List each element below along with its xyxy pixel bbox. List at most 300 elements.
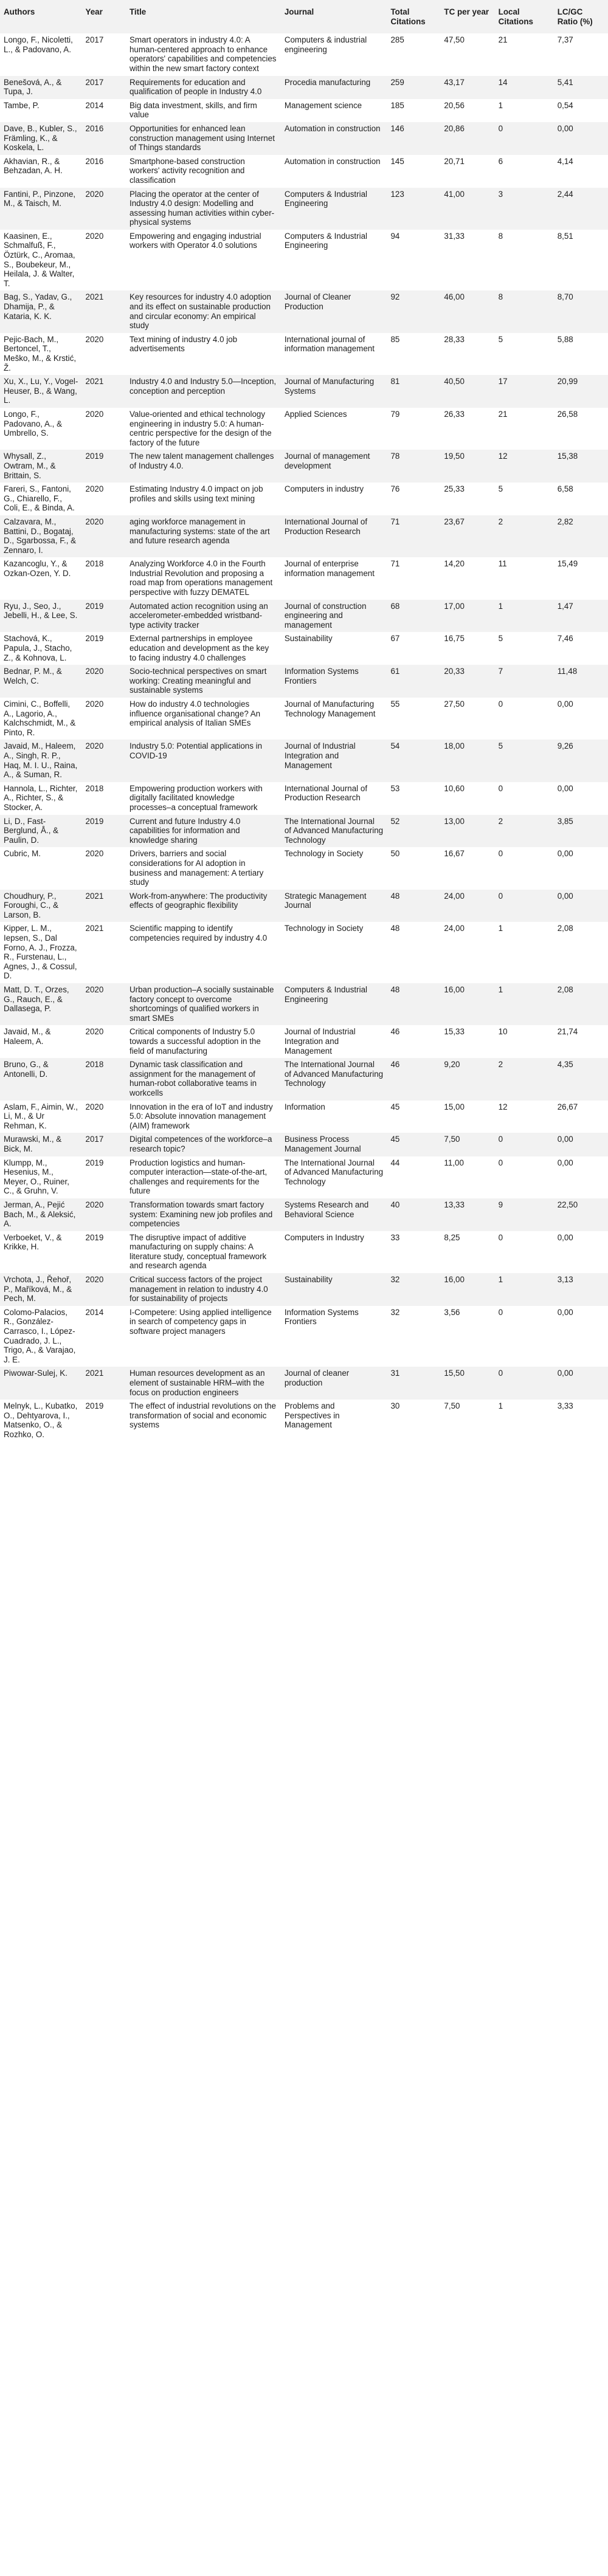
cell-year: 2018 — [85, 783, 104, 793]
cell-local-citations: 8 — [498, 292, 503, 302]
cell-year: 2020 — [85, 231, 104, 241]
cell-local-citations: 0 — [498, 1369, 503, 1378]
cell-tc-per-year: 9,20 — [444, 1060, 460, 1070]
cell-title: Dynamic task classification and assignment for the management of human-robot collaborative teams in workcells — [129, 1060, 257, 1097]
cell-total-citations: 94 — [390, 231, 400, 241]
cell-journal: Computers in industry — [284, 484, 364, 494]
cell-year: 2021 — [85, 292, 104, 302]
cell-local-citations: 2 — [498, 517, 503, 526]
header-year: Year — [85, 7, 103, 16]
cell-local-citations: 0 — [498, 1232, 503, 1242]
table-body — [0, 33, 608, 1441]
cell-year: 2016 — [85, 123, 104, 133]
cell-authors: Stachová, K., Papula, J., Stacho, Z., & Kohnova, L. — [4, 634, 72, 662]
cell-title: Analyzing Workforce 4.0 in the Fourth Industrial Revolution and proposing a road map from operations management perspective with fuzzy DEMATEL — [129, 559, 273, 597]
cell-authors: Dave, B., Kubler, S., Främling, K., & Koskela, L. — [4, 123, 77, 153]
cell-local-citations: 2 — [498, 816, 503, 826]
cell-local-citations: 2 — [498, 1060, 503, 1070]
cell-lc-gc-ratio: 4,14 — [557, 156, 573, 166]
cell-authors: Hannola, L., Richter, A., Richter, S., & Stocker, A. — [4, 783, 78, 812]
cell-total-citations: 67 — [390, 634, 400, 644]
cell-title: Socio-technical perspectives on smart working: Creating meaningful and sustainable systems — [129, 667, 267, 695]
cell-title: Opportunities for enhanced lean construction management using Internet of Things standards — [129, 123, 275, 153]
cell-title: Big data investment, skills, and firm value — [129, 100, 257, 120]
table-row — [0, 1306, 608, 1367]
cell-total-citations: 53 — [390, 783, 400, 793]
cell-local-citations: 14 — [498, 77, 508, 87]
cell-local-citations: 21 — [498, 35, 508, 45]
table-row — [0, 1133, 608, 1156]
cell-tc-per-year: 15,00 — [444, 1102, 465, 1111]
cell-total-citations: 52 — [390, 816, 400, 826]
cell-local-citations: 5 — [498, 334, 503, 344]
cell-title: Innovation in the era of IoT and industry 5.0: Absolute innovation management (AIM) framework — [129, 1102, 273, 1130]
cell-journal: The International Journal of Advanced Manufacturing Technology — [284, 1158, 384, 1186]
cell-total-citations: 85 — [390, 334, 400, 344]
cell-lc-gc-ratio: 3,33 — [557, 1401, 573, 1411]
cell-authors: Fareri, S., Fantoni, G., Chiarello, F., Coli, E., & Binda, A. — [4, 484, 75, 513]
cell-year: 2021 — [85, 924, 104, 933]
cell-authors: Ryu, J., Seo, J., Jebelli, H., & Lee, S. — [4, 601, 78, 620]
table-row — [0, 557, 608, 599]
table-row — [0, 76, 608, 99]
cell-lc-gc-ratio: 0,00 — [557, 1369, 573, 1378]
cell-year: 2020 — [85, 409, 104, 419]
cell-authors: Jerman, A., Pejić Bach, M., & Aleksić, A. — [4, 1200, 76, 1229]
table-row — [0, 155, 608, 188]
table-row — [0, 1101, 608, 1133]
cell-tc-per-year: 23,67 — [444, 517, 465, 526]
cell-tc-per-year: 20,33 — [444, 667, 465, 676]
cell-title: Drivers, barriers and social considerations for AI adoption in business and management: A tertiary study — [129, 849, 264, 887]
cell-year: 2019 — [85, 634, 104, 644]
cell-journal: Sustainability — [284, 634, 333, 644]
header-authors: Authors — [4, 7, 35, 16]
cell-local-citations: 10 — [498, 1027, 508, 1037]
table-row — [0, 230, 608, 291]
cell-tc-per-year: 3,56 — [444, 1307, 460, 1317]
cell-total-citations: 259 — [390, 77, 404, 87]
table-row — [0, 1273, 608, 1306]
cell-title: Text mining of industry 4.0 job advertisements — [129, 334, 238, 354]
cell-journal: The International Journal of Advanced Manufacturing Technology — [284, 1060, 384, 1088]
cell-authors: Bruno, G., & Antonelli, D. — [4, 1060, 49, 1079]
cell-journal: Journal of enterprise information management — [284, 559, 375, 578]
cell-authors: Verboeket, V., & Krikke, H. — [4, 1232, 62, 1252]
cell-lc-gc-ratio: 0,00 — [557, 1135, 573, 1144]
cell-lc-gc-ratio: 0,00 — [557, 783, 573, 793]
cell-tc-per-year: 13,33 — [444, 1200, 465, 1209]
cell-total-citations: 46 — [390, 1027, 400, 1037]
cell-journal: Computers & industrial engineering — [284, 35, 367, 54]
cell-local-citations: 0 — [498, 1307, 503, 1317]
cell-total-citations: 92 — [390, 292, 400, 302]
cell-year: 2020 — [85, 1102, 104, 1111]
cell-lc-gc-ratio: 8,51 — [557, 231, 573, 241]
cell-title: Industry 5.0: Potential applications in COVID-19 — [129, 741, 263, 760]
cell-total-citations: 31 — [390, 1369, 400, 1378]
cell-journal: The International Journal of Advanced Manufacturing Technology — [284, 816, 384, 845]
cell-authors: Akhavian, R., & Behzadan, A. H. — [4, 156, 63, 176]
cell-tc-per-year: 28,33 — [444, 334, 465, 344]
cell-local-citations: 17 — [498, 377, 508, 386]
cell-year: 2017 — [85, 1135, 104, 1144]
cell-title: Requirements for education and qualification of people in Industry 4.0 — [129, 77, 262, 97]
cell-journal: Technology in Society — [284, 849, 364, 859]
table-row — [0, 740, 608, 781]
cell-tc-per-year: 16,00 — [444, 1275, 465, 1285]
cell-local-citations: 0 — [498, 699, 503, 709]
cell-year: 2018 — [85, 1060, 104, 1070]
cell-lc-gc-ratio: 5,88 — [557, 334, 573, 344]
table-row — [0, 122, 608, 155]
cell-tc-per-year: 26,33 — [444, 409, 465, 419]
cell-lc-gc-ratio: 0,00 — [557, 123, 573, 133]
header-lc-gc-ratio: LC/GC Ratio (%) — [557, 7, 593, 26]
cell-journal: Computers & Industrial Engineering — [284, 985, 368, 1004]
cell-total-citations: 61 — [390, 667, 400, 676]
cell-lc-gc-ratio: 20,99 — [557, 377, 578, 386]
cell-local-citations: 5 — [498, 484, 503, 494]
cell-local-citations: 0 — [498, 783, 503, 793]
cell-local-citations: 8 — [498, 231, 503, 241]
cell-title: Production logistics and human-computer interaction—state-of-the-art, challenges and requirements for the future — [129, 1158, 268, 1196]
cell-tc-per-year: 20,86 — [444, 123, 465, 133]
cell-total-citations: 79 — [390, 409, 400, 419]
cell-lc-gc-ratio: 5,41 — [557, 77, 573, 87]
cell-lc-gc-ratio: 7,37 — [557, 35, 573, 45]
cell-title: Empowering production workers with digitally facilitated knowledge processes–a conceptual framework — [129, 783, 263, 812]
cell-title: The effect of industrial revolutions on the transformation of social and economic systems — [129, 1401, 276, 1430]
cell-year: 2020 — [85, 1027, 104, 1037]
cell-journal: Procedia manufacturing — [284, 77, 371, 87]
cell-year: 2021 — [85, 377, 104, 386]
cell-journal: Automation in construction — [284, 156, 381, 166]
cell-total-citations: 48 — [390, 891, 400, 901]
table-row — [0, 450, 608, 483]
cell-local-citations: 5 — [498, 634, 503, 644]
cell-authors: Choudhury, P., Foroughi, C., & Larson, B. — [4, 891, 59, 919]
cell-total-citations: 71 — [390, 559, 400, 569]
cell-local-citations: 1 — [498, 1401, 503, 1411]
cell-year: 2020 — [85, 484, 104, 494]
cell-year: 2017 — [85, 77, 104, 87]
cell-journal: Technology in Society — [284, 924, 364, 933]
cell-title: Industry 4.0 and Industry 5.0—Inception, conception and perception — [129, 377, 277, 396]
cell-journal: Journal of Manufacturing Systems — [284, 377, 375, 396]
cell-year: 2020 — [85, 985, 104, 995]
table-row — [0, 782, 608, 815]
cell-lc-gc-ratio: 15,49 — [557, 559, 578, 569]
cell-lc-gc-ratio: 0,00 — [557, 891, 573, 901]
cell-total-citations: 81 — [390, 377, 400, 386]
cell-local-citations: 0 — [498, 1158, 503, 1167]
cell-authors: Kaasinen, E., Schmalfuß, F., Öztürk, C., Aromaa, S., Boubekeur, M., Heilala, J. & Walter, T. — [4, 231, 75, 288]
header-journal: Journal — [284, 7, 314, 16]
cell-year: 2019 — [85, 816, 104, 826]
cell-year: 2021 — [85, 891, 104, 901]
cell-journal: Automation in construction — [284, 123, 381, 133]
cell-authors: Pejic-Bach, M., Bertoncel, T., Meško, M., & Krstić, Ž. — [4, 334, 77, 373]
cell-lc-gc-ratio: 26,58 — [557, 409, 578, 419]
cell-lc-gc-ratio: 22,50 — [557, 1200, 578, 1209]
cell-lc-gc-ratio: 15,38 — [557, 452, 578, 461]
cell-authors: Fantini, P., Pinzone, M., & Taisch, M. — [4, 189, 76, 208]
cell-total-citations: 33 — [390, 1232, 400, 1242]
cell-total-citations: 50 — [390, 849, 400, 859]
cell-local-citations: 1 — [498, 1275, 503, 1285]
table-row — [0, 1025, 608, 1058]
cell-tc-per-year: 15,33 — [444, 1027, 465, 1037]
cell-lc-gc-ratio: 6,58 — [557, 484, 573, 494]
cell-title: Human resources development as an element of sustainable HRM–with the focus on production engineers — [129, 1369, 265, 1397]
cell-year: 2016 — [85, 156, 104, 166]
cell-journal: Sustainability — [284, 1275, 333, 1285]
cell-tc-per-year: 7,50 — [444, 1401, 460, 1411]
cell-total-citations: 285 — [390, 35, 404, 45]
cell-total-citations: 185 — [390, 100, 404, 110]
cell-authors: Kipper, L. M., Iepsen, S., Dal Forno, A. J., Frozza, R., Furstenau, L., Agnes, J., & Cossul, D. — [4, 924, 77, 981]
cell-local-citations: 3 — [498, 189, 503, 199]
cell-title: Estimating Industry 4.0 impact on job profiles and skills using text mining — [129, 484, 263, 503]
cell-total-citations: 32 — [390, 1307, 400, 1317]
table-row — [0, 333, 608, 375]
cell-local-citations: 6 — [498, 156, 503, 166]
cell-journal: Applied Sciences — [284, 409, 347, 419]
cell-authors: Melnyk, L., Kubatko, O., Dehtyarova, I., Matsenko, O., & Rozhko, O. — [4, 1401, 78, 1439]
cell-total-citations: 32 — [390, 1275, 400, 1285]
cell-total-citations: 68 — [390, 601, 400, 611]
cell-tc-per-year: 13,00 — [444, 816, 465, 826]
cell-year: 2020 — [85, 189, 104, 199]
cell-local-citations: 1 — [498, 924, 503, 933]
cell-lc-gc-ratio: 9,26 — [557, 741, 573, 751]
cell-authors: Bag, S., Yadav, G., Dhamija, P., & Kataria, K. K. — [4, 292, 72, 321]
cell-journal: Management science — [284, 100, 362, 110]
cell-total-citations: 123 — [390, 189, 404, 199]
cell-tc-per-year: 17,00 — [444, 601, 465, 611]
table-row — [0, 890, 608, 922]
cell-authors: Matt, D. T., Orzes, G., Rauch, E., & Dallasega, P. — [4, 985, 69, 1014]
cell-local-citations: 12 — [498, 452, 508, 461]
cell-authors: Aslam, F., Aimin, W., Li, M., & Ur Rehman, K. — [4, 1102, 78, 1130]
cell-lc-gc-ratio: 2,44 — [557, 189, 573, 199]
cell-authors: Tambe, P. — [4, 100, 40, 110]
cell-tc-per-year: 46,00 — [444, 292, 465, 302]
cell-year: 2019 — [85, 1401, 104, 1411]
cell-authors: Javaid, M., Haleem, A., Singh, R. P., Haq, M. I. U., Raina, A., & Suman, R. — [4, 741, 78, 780]
cell-lc-gc-ratio: 0,00 — [557, 849, 573, 859]
table-row — [0, 515, 608, 557]
cell-title: Value-oriented and ethical technology engineering in industry 5.0: A human-centric perspective for the design of the factory of the future — [129, 409, 272, 447]
cell-total-citations: 30 — [390, 1401, 400, 1411]
table-row — [0, 983, 608, 1025]
cell-total-citations: 44 — [390, 1158, 400, 1167]
cell-total-citations: 45 — [390, 1135, 400, 1144]
cell-journal: Information Systems Frontiers — [284, 1307, 359, 1327]
cell-tc-per-year: 25,33 — [444, 484, 465, 494]
cell-local-citations: 9 — [498, 1200, 503, 1209]
cell-title: External partnerships in employee education and development as the key to facing industry 4.0 challenges — [129, 634, 269, 662]
cell-lc-gc-ratio: 11,48 — [557, 667, 578, 676]
cell-title: The disruptive impact of additive manufacturing on supply chains: A literature study, conceptual framework and research agenda — [129, 1232, 267, 1271]
cell-journal: International Journal of Production Research — [284, 783, 368, 803]
cell-local-citations: 7 — [498, 667, 503, 676]
cell-year: 2020 — [85, 849, 104, 859]
cell-title: Critical components of Industry 5.0 towards a successful adoption in the field of manufacturing — [129, 1027, 261, 1056]
cell-authors: Longo, F., Padovano, A., & Umbrello, S. — [4, 409, 63, 438]
cell-authors: Xu, X., Lu, Y., Vogel-Heuser, B., & Wang, L. — [4, 377, 78, 405]
table-row — [0, 922, 608, 983]
cell-authors: Piwowar-Sulej, K. — [4, 1369, 67, 1378]
table-row — [0, 1231, 608, 1273]
table-row — [0, 408, 608, 450]
cell-lc-gc-ratio: 2,08 — [557, 924, 573, 933]
cell-total-citations: 145 — [390, 156, 404, 166]
table-row — [0, 632, 608, 665]
cell-tc-per-year: 8,25 — [444, 1232, 460, 1242]
cell-journal: Computers in Industry — [284, 1232, 364, 1242]
cell-tc-per-year: 14,20 — [444, 559, 465, 569]
cell-local-citations: 1 — [498, 100, 503, 110]
cell-year: 2020 — [85, 741, 104, 751]
cell-lc-gc-ratio: 4,35 — [557, 1060, 573, 1070]
cell-year: 2014 — [85, 100, 104, 110]
cell-tc-per-year: 31,33 — [444, 231, 465, 241]
table-row — [0, 1400, 608, 1441]
cell-total-citations: 146 — [390, 123, 404, 133]
cell-year: 2020 — [85, 1200, 104, 1209]
cell-tc-per-year: 15,50 — [444, 1369, 465, 1378]
cell-title: aging workforce management in manufacturing systems: state of the art and future research agenda — [129, 517, 270, 546]
cell-local-citations: 21 — [498, 409, 508, 419]
cell-year: 2014 — [85, 1307, 104, 1317]
cell-tc-per-year: 20,56 — [444, 100, 465, 110]
cell-tc-per-year: 19,50 — [444, 452, 465, 461]
cell-total-citations: 45 — [390, 1102, 400, 1111]
cell-local-citations: 12 — [498, 1102, 508, 1111]
cell-tc-per-year: 24,00 — [444, 924, 465, 933]
cell-lc-gc-ratio: 2,82 — [557, 517, 573, 526]
cell-authors: Calzavara, M., Battini, D., Bogataj, D., Sgarbossa, F., & Zennaro, I. — [4, 517, 77, 555]
cell-title: Urban production–A socially sustainable factory concept to overcome shortcomings of qualified workers in smart SMEs — [129, 985, 274, 1023]
cell-local-citations: 0 — [498, 849, 503, 859]
table-row — [0, 290, 608, 332]
cell-local-citations: 5 — [498, 741, 503, 751]
cell-authors: Vrchota, J., Řehoř, P., Maříková, M., & Pech, M. — [4, 1275, 72, 1303]
cell-tc-per-year: 16,75 — [444, 634, 465, 644]
cell-local-citations: 1 — [498, 985, 503, 995]
cell-local-citations: 1 — [498, 601, 503, 611]
header-row — [0, 0, 608, 33]
cell-journal: Systems Research and Behavioral Science — [284, 1200, 369, 1219]
cell-tc-per-year: 18,00 — [444, 741, 465, 751]
cell-year: 2020 — [85, 699, 104, 709]
cell-journal: International journal of information management — [284, 334, 375, 354]
cell-year: 2020 — [85, 334, 104, 344]
cell-tc-per-year: 11,00 — [444, 1158, 464, 1167]
cell-authors: Klumpp, M., Hesenius, M., Meyer, O., Ruiner, C., & Gruhn, V. — [4, 1158, 69, 1196]
cell-authors: Colomo-Palacios, R., González-Carrasco, I., López-Cuadrado, J. L., Trigo, A., & Varajao, J. E. — [4, 1307, 76, 1364]
table-row — [0, 600, 608, 633]
cell-lc-gc-ratio: 26,67 — [557, 1102, 578, 1111]
cell-title: Smartphone-based construction workers' activity recognition and classification — [129, 156, 245, 185]
cell-lc-gc-ratio: 7,46 — [557, 634, 573, 644]
cell-lc-gc-ratio: 1,47 — [557, 601, 573, 611]
cell-title: Automated action recognition using an accelerometer-embedded wristband-type activity tracker — [129, 601, 268, 630]
cell-title: Current and future Industry 4.0 capabilities for information and knowledge sharing — [129, 816, 241, 845]
cell-journal: Information Systems Frontiers — [284, 667, 359, 685]
cell-authors: Murawski, M., & Bick, M. — [4, 1135, 62, 1153]
cell-title: Key resources for industry 4.0 adoption and its effect on sustainable production and circular economy: An empirical study — [129, 292, 271, 331]
cell-year: 2020 — [85, 1275, 104, 1285]
cell-title: Scientific mapping to identify competencies required by industry 4.0 — [129, 924, 268, 943]
table-row — [0, 815, 608, 848]
cell-total-citations: 71 — [390, 517, 400, 526]
cell-tc-per-year: 10,60 — [444, 783, 465, 793]
cell-tc-per-year: 43,17 — [444, 77, 465, 87]
cell-title: Transformation towards smart factory system: Examining new job profiles and competencies — [129, 1200, 273, 1229]
cell-lc-gc-ratio: 0,54 — [557, 100, 573, 110]
table-row — [0, 375, 608, 408]
cell-tc-per-year: 41,00 — [444, 189, 465, 199]
cell-lc-gc-ratio: 0,00 — [557, 1232, 573, 1242]
cell-total-citations: 48 — [390, 985, 400, 995]
table-row — [0, 1156, 608, 1198]
cell-journal: Strategic Management Journal — [284, 891, 367, 910]
cell-local-citations: 0 — [498, 1135, 503, 1144]
table-row — [0, 665, 608, 698]
table-row — [0, 1367, 608, 1400]
cell-lc-gc-ratio: 3,85 — [557, 816, 573, 826]
table-row — [0, 33, 608, 75]
cell-year: 2019 — [85, 452, 104, 461]
table-row — [0, 847, 608, 889]
cell-journal: Journal of Manufacturing Technology Management — [284, 699, 376, 718]
cell-title: Empowering and engaging industrial workers with Operator 4.0 solutions — [129, 231, 261, 250]
cell-title: How do industry 4.0 technologies influence organisational change? An empirical analysis of Italian SMEs — [129, 699, 261, 728]
cell-tc-per-year: 16,67 — [444, 849, 465, 859]
cell-total-citations: 46 — [390, 1060, 400, 1070]
table-row — [0, 1058, 608, 1100]
cell-authors: Javaid, M., & Haleem, A. — [4, 1027, 51, 1046]
cell-year: 2021 — [85, 1369, 104, 1378]
cell-year: 2020 — [85, 517, 104, 526]
cell-title: Smart operators in industry 4.0: A human-centered approach to enhance operators' capabilities and competencies within the new smart factory context — [129, 35, 277, 73]
cell-tc-per-year: 47,50 — [444, 35, 465, 45]
cell-journal: International Journal of Production Research — [284, 517, 368, 536]
cell-journal: Problems and Perspectives in Management — [284, 1401, 340, 1430]
table-row — [0, 99, 608, 122]
cell-authors: Kazancoglu, Y., & Ozkan-Ozen, Y. D. — [4, 559, 71, 578]
table-row — [0, 698, 608, 740]
cell-authors: Li, D., Fast-Berglund, Å., & Paulin, D. — [4, 816, 59, 845]
cell-title: Critical success factors of the project management in relation to industry 4.0 for sustainability of projects — [129, 1275, 268, 1303]
cell-year: 2020 — [85, 667, 104, 676]
cell-authors: Whysall, Z., Owtram, M., & Brittain, S. — [4, 452, 56, 480]
cell-total-citations: 76 — [390, 484, 400, 494]
cell-journal: Computers & Industrial Engineering — [284, 189, 368, 208]
cell-lc-gc-ratio: 21,74 — [557, 1027, 578, 1037]
cell-lc-gc-ratio: 0,00 — [557, 699, 573, 709]
cell-journal: Journal of Industrial Integration and Management — [284, 1027, 356, 1056]
cell-year: 2019 — [85, 601, 104, 611]
header-tc-per-year: TC per year — [444, 7, 489, 16]
cell-journal: Journal of Cleaner Production — [284, 292, 351, 312]
cell-local-citations: 0 — [498, 123, 503, 133]
table-row — [0, 483, 608, 515]
cell-title: Placing the operator at the center of Industry 4.0 design: Modelling and assessing human activities within cyber-physical systems — [129, 189, 275, 227]
